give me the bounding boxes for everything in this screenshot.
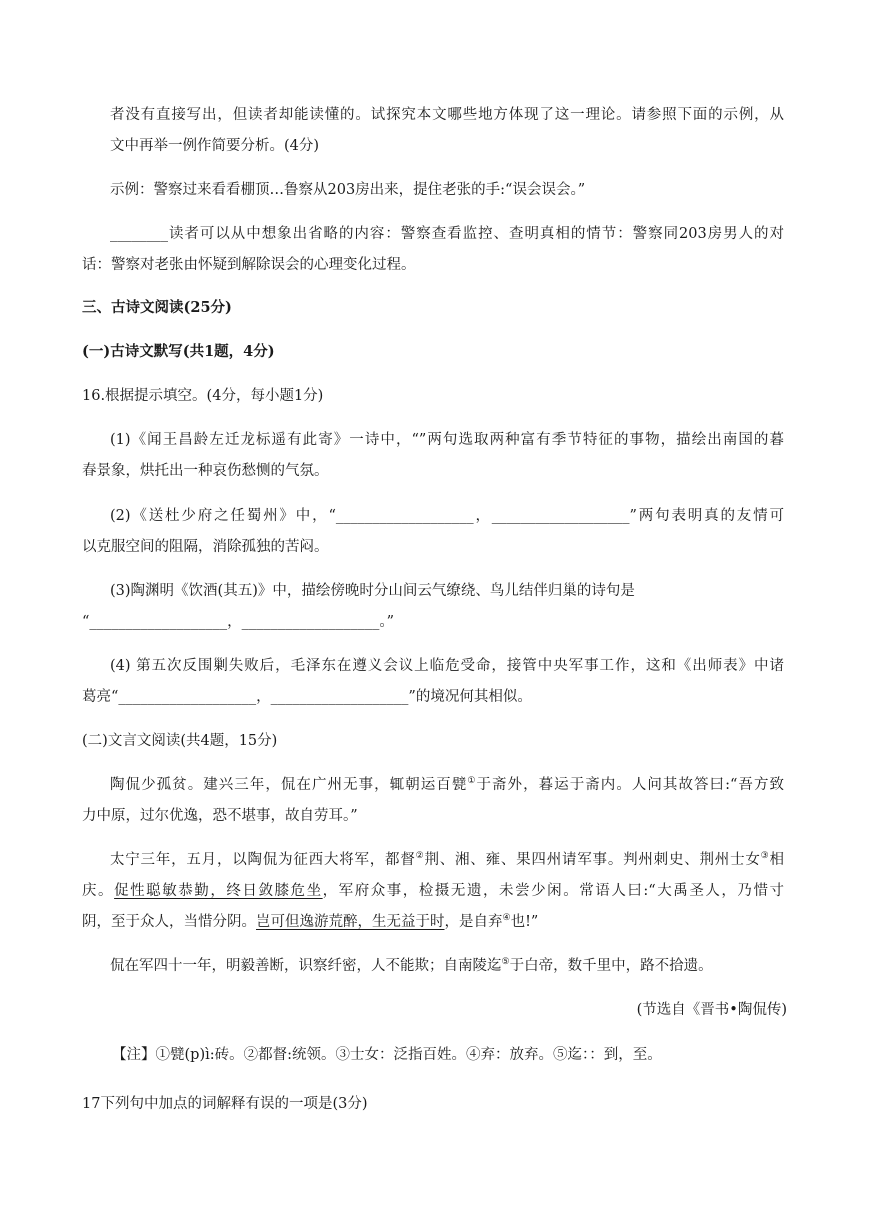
note-marker: ② (415, 851, 425, 861)
passage-p1-line1: 陶侃少孤贫。建兴三年，侃在广州无事，辄朝运百甓①于斋外，暮运于斋内。人问其故答曰:“吾方致 (110, 776, 784, 793)
passage-p3: 侃在军四十一年，明毅善断，识察纤密，人不能欺；自南陵迄⑤于白帝，数千里中，路不拾遗。 (110, 957, 713, 974)
subsection-title-2: (二)文言文阅读(共4题，15分) (82, 733, 278, 749)
q16-item1-line1: (1)《闻王昌龄左迁龙标遥有此寄》一诗中，“”两句选取两种富有季节特征的事物，描绘出南国的暮 (110, 432, 784, 448)
q16-item4-line1: (4) 第五次反围剿失败后，毛泽东在遵义会议上临危受命，接管中央军事工作，这和《出师表》中诸 (110, 658, 784, 674)
q15-analysis-line1: ________读者可以从中想象出省略的内容：警察查看监控、查明真相的情节：警察同203房男人的对 (110, 226, 784, 242)
q15-analysis-line2: 话：警察对老张由怀疑到解除误会的心理变化过程。 (82, 257, 416, 273)
q16-stem: 16.根据提示填空。(4分，每小题1分) (82, 388, 324, 404)
note-marker: ③ (760, 851, 770, 861)
q17-stem: 17下列句中加点的词解释有误的一项是(3分) (82, 1096, 368, 1112)
passage-p2-line1: 太宁三年，五月，以陶侃为征西大将军，都督②荆、湘、雍、果四州请军事。判州刺史、荆州士女③相 (110, 851, 784, 868)
note-marker: ④ (502, 913, 511, 923)
passage-notes: 【注】①甓(p)ì:砖。②都督:统领。③士女：泛指百姓。④弃：放弃。⑤迄：：到，至。 (112, 1047, 662, 1063)
q15-text-line1: 者没有直接写出，但读者却能读懂的。试探究本文哪些地方体现了这一理论。请参照下面的示例，从 (110, 107, 784, 123)
q16-item2-line2: 以克服空间的阻隔，消除孤独的苦闷。 (82, 539, 329, 555)
passage-p2-line3: 阴，至于众人，当惜分阴。岂可但逸游荒醉，生无益于时，是自弃④也!” (82, 913, 539, 930)
q15-example: 示例：警察过来看看棚顶…鲁察从203房出来，提住老张的手:“误会误会。” (110, 182, 586, 198)
q15-text-line2: 文中再举一例作简要分析。(4分) (110, 138, 320, 154)
note-marker: ① (467, 776, 477, 786)
q16-item3-line2: “___________________，___________________。” (82, 614, 395, 630)
section-title: 三、古诗文阅读(25分) (82, 299, 232, 316)
underlined-sentence: 促性聪敏恭勤，终日敛膝危坐 (114, 883, 323, 899)
passage-source: (节选自《晋书•陶侃传) (636, 1002, 787, 1018)
note-marker: ⑤ (501, 957, 510, 967)
underlined-sentence: 岂可但逸游荒醉，生无益于时 (256, 914, 445, 930)
passage-p1-line2: 力中原，过尔优逸，恐不堪事，故自劳耳。” (82, 808, 358, 824)
q16-item3-line1: (3)陶渊明《饮酒(其五)》中，描绘傍晚时分山间云气缭绕、鸟儿结伴归巢的诗句是 (110, 583, 635, 599)
answer-blank: ________ (110, 226, 168, 242)
q16-item4-line2: 葛亮“___________________，___________________”的境况何其相似。 (82, 689, 532, 705)
subsection-title-1: (一)古诗文默写(共1题，4分) (82, 343, 275, 360)
q16-item2-line1: (2)《送杜少府之任蜀州》中，“___________________，___________________”两句表明真的友情可 (110, 508, 784, 524)
q16-item1-line2: 春景象，烘托出一种哀伤愁恻的气氛。 (82, 463, 329, 479)
passage-p2-line2: 庆。促性聪敏恭勤，终日敛膝危坐，军府众事，检摄无遗，未尝少闲。常语人曰:“大禹圣人，乃惜寸 (82, 883, 785, 899)
